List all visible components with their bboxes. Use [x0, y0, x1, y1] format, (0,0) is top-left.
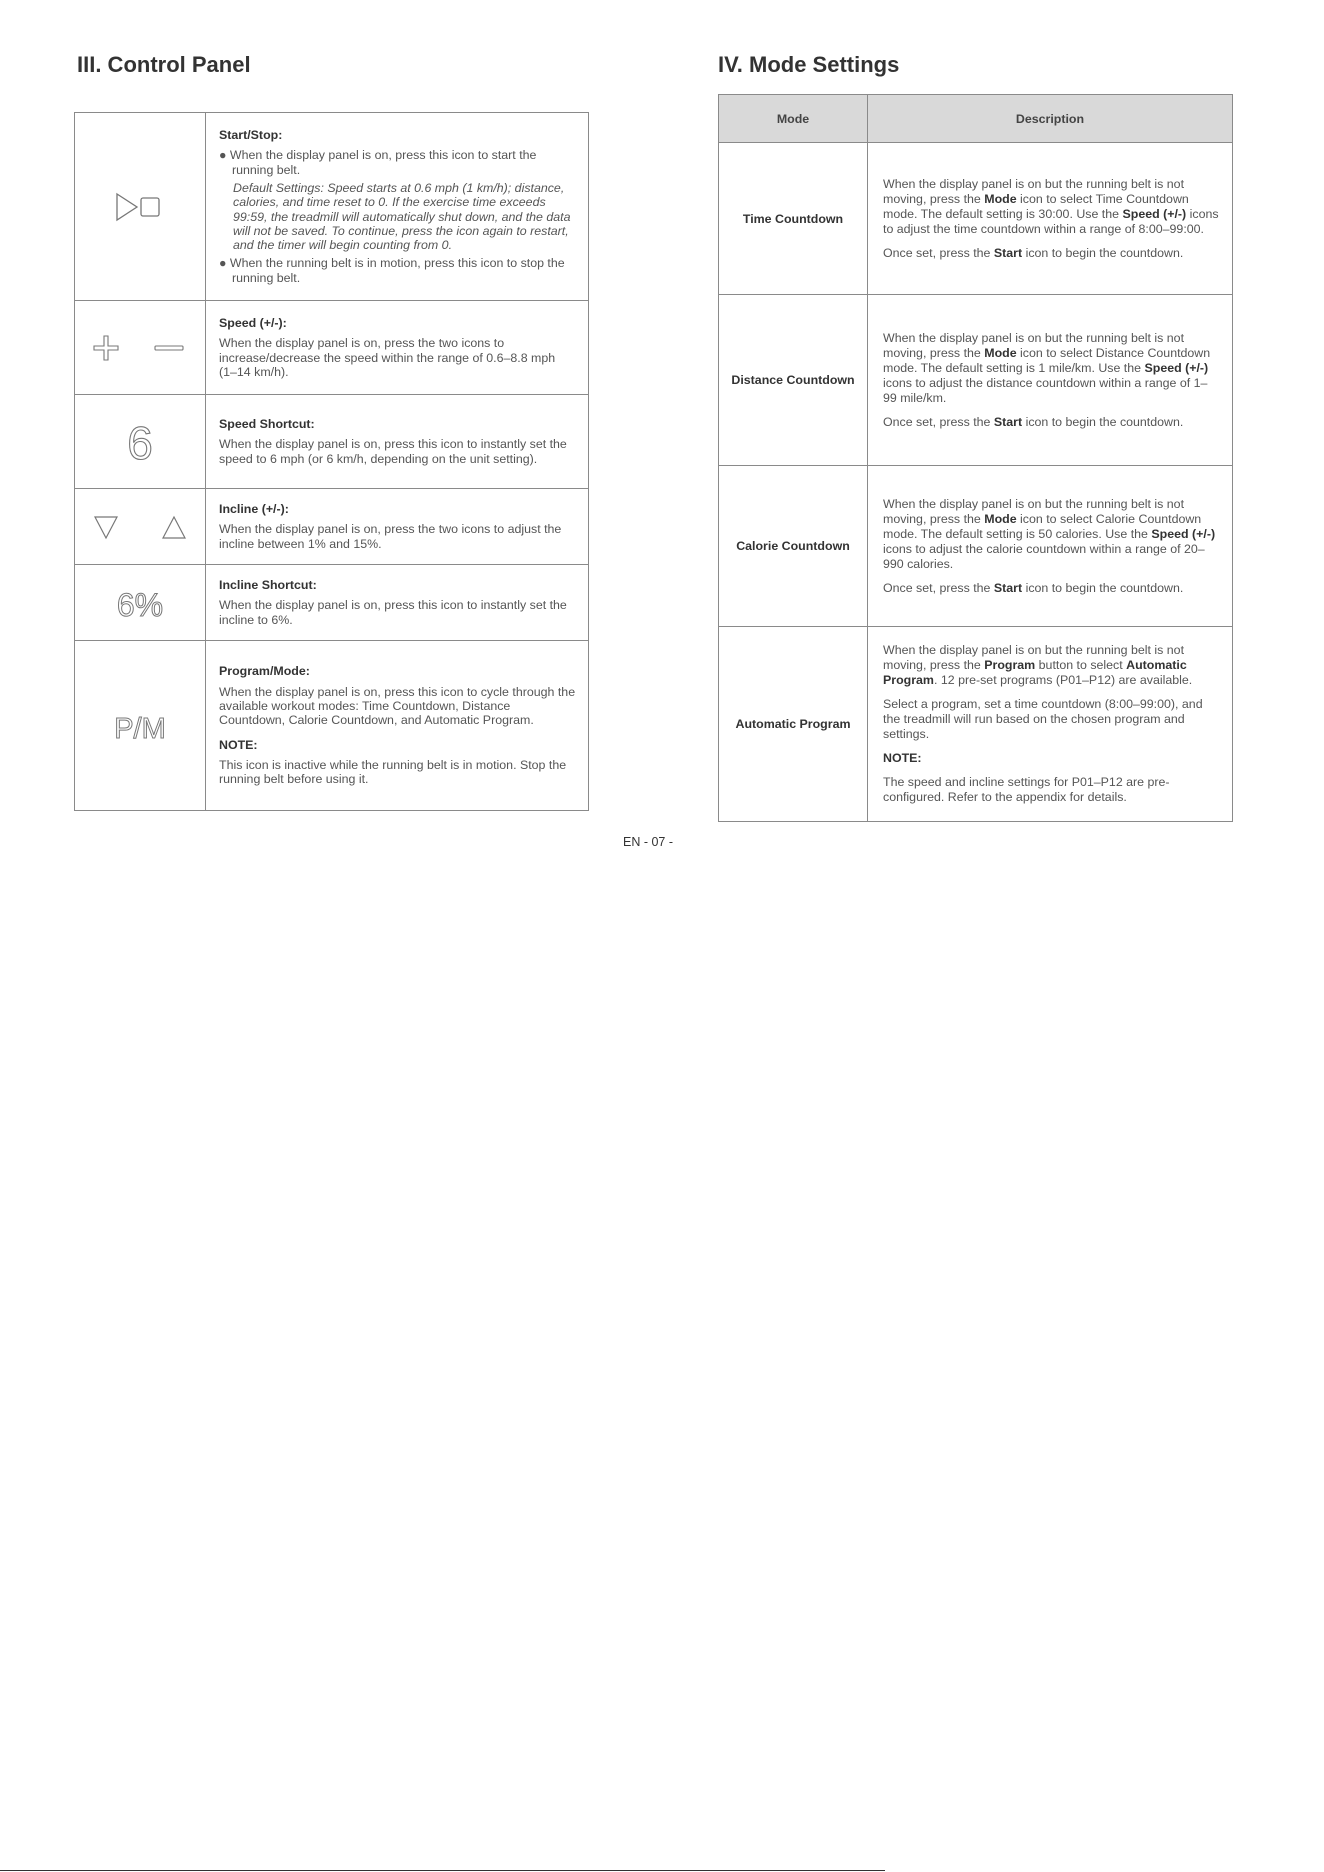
description-text: When the display panel is on but the running belt is not moving, press the Program button to select Automatic Program. 12 pre-set programs (P01–P12) are available.: [883, 643, 1193, 687]
item-title: Incline (+/-):: [219, 502, 289, 517]
table-row: [719, 295, 1233, 466]
icon-label: 6: [127, 418, 153, 465]
column-header-mode: Mode: [719, 95, 868, 143]
description-cell: [206, 565, 589, 641]
note-text: This icon is inactive while the running belt is in motion. Stop the running belt before using it.: [219, 757, 567, 787]
mode-settings-table: [718, 94, 1233, 822]
control-panel-table: [74, 112, 589, 811]
program-text: Select a program, set a time countdown (8:00–99:00), and the treadmill will run based on the chosen program and settings.: [883, 697, 1203, 741]
item-text: When the display panel is on, press the two icons to adjust the incline between 1% and 15%.: [219, 522, 562, 551]
item-text: When the display panel is on, press the two icons to increase/decrease the speed within the range of 0.6–8.8 mph (1–14 km/h).: [219, 336, 556, 379]
table-row: [75, 395, 589, 489]
table-row: [75, 489, 589, 565]
description-cell: [206, 395, 589, 489]
table-row: [719, 466, 1233, 627]
table-row: [75, 641, 589, 811]
item-title: Start/Stop:: [219, 128, 283, 143]
item-title: Incline Shortcut:: [219, 578, 317, 593]
table-row: [719, 143, 1233, 295]
item-title: Program/Mode:: [219, 664, 310, 679]
description-text: When the display panel is on but the running belt is not moving, press the Mode icon to select Distance Countdown mode. The default setting is 1 mile/km. Use the Speed (+/-) icons to adjust the distance countdown within a range of 1–99 mile/km.: [883, 330, 1211, 405]
table-row: [719, 627, 1233, 822]
bottom-divider: [0, 1870, 885, 1871]
section-heading-control-panel: III. Control Panel: [77, 52, 251, 77]
note-text: The speed and incline settings for P01–P12 are pre-configured. Refer to the appendix for details.: [883, 775, 1170, 804]
description-cell: [206, 301, 589, 395]
note-title: NOTE:: [883, 751, 922, 765]
mode-description: [868, 143, 1233, 295]
start-text: Once set, press the Start icon to begin the countdown.: [883, 414, 1184, 429]
play-stop-icon: [115, 192, 165, 222]
mode-description: [868, 627, 1233, 822]
column-header-description: Description: [868, 95, 1233, 143]
icon-cell: [75, 395, 206, 489]
description-cell: [206, 113, 589, 301]
default-settings-note: Default Settings: Speed starts at 0.6 mph (1 km/h); distance, calories, and time reset to 0. If the exercise time exceeds 99:59, the treadmill will automatically shut down, and the data will not be saved. To continue, press the icon again to restart, and the timer will begin counting from 0.: [233, 180, 571, 253]
icon-label: P/M: [114, 712, 166, 743]
item-title: Speed (+/-):: [219, 315, 287, 330]
table-row: [75, 113, 589, 301]
mode-description: [868, 466, 1233, 627]
icon-label: 6%: [116, 586, 164, 621]
plus-minus-icon: [93, 332, 187, 364]
icon-cell: [75, 489, 206, 565]
description-cell: [206, 641, 589, 811]
incline-arrows-icon: [93, 513, 187, 541]
program-mode-icon: [110, 709, 170, 743]
section-heading-mode-settings: IV. Mode Settings: [718, 52, 900, 77]
item-title: Speed Shortcut:: [219, 417, 315, 432]
note-title: NOTE:: [219, 737, 258, 752]
table-header-row: [719, 95, 1233, 143]
table-row: [75, 565, 589, 641]
mode-name: Distance Countdown: [719, 295, 868, 466]
icon-cell: [75, 301, 206, 395]
incline-6-percent-icon: [115, 585, 165, 621]
start-text: Once set, press the Start icon to begin the countdown.: [883, 245, 1184, 260]
mode-name: Calorie Countdown: [719, 466, 868, 627]
description-cell: [206, 489, 589, 565]
mode-name: Automatic Program: [719, 627, 868, 822]
item-text: When the display panel is on, press this icon to instantly set the incline to 6%.: [219, 598, 567, 627]
icon-cell: [75, 641, 206, 811]
speed-6-icon: [120, 419, 160, 465]
icon-cell: [75, 565, 206, 641]
page-number: EN - 07 -: [623, 835, 674, 849]
item-bullet: ● When the display panel is on, press this icon to start the running belt.: [219, 148, 537, 177]
item-bullet: ● When the running belt is in motion, press this icon to stop the running belt.: [219, 256, 565, 285]
item-text: When the display panel is on, press this icon to instantly set the speed to 6 mph (or 6 km/h, depending on the unit setting).: [219, 437, 567, 466]
item-text: When the display panel is on, press this icon to cycle through the available workout modes: Time Countdown, Distance Countdown, Calorie Countdown, and Automatic Program.: [219, 684, 576, 728]
mode-description: [868, 295, 1233, 466]
mode-name: Time Countdown: [719, 143, 868, 295]
description-text: When the display panel is on but the running belt is not moving, press the Mode icon to select Time Countdown mode. The default setting is 30:00. Use the Speed (+/-) icons to adjust the time countdown within a range of 8:00–99:00.: [883, 176, 1219, 236]
start-text: Once set, press the Start icon to begin the countdown.: [883, 580, 1184, 595]
icon-cell: [75, 113, 206, 301]
description-text: When the display panel is on but the running belt is not moving, press the Mode icon to select Calorie Countdown mode. The default setting is 50 calories. Use the Speed (+/-) icons to adjust the calorie countdown within a range of 20–990 calories.: [883, 496, 1216, 571]
table-row: [75, 301, 589, 395]
